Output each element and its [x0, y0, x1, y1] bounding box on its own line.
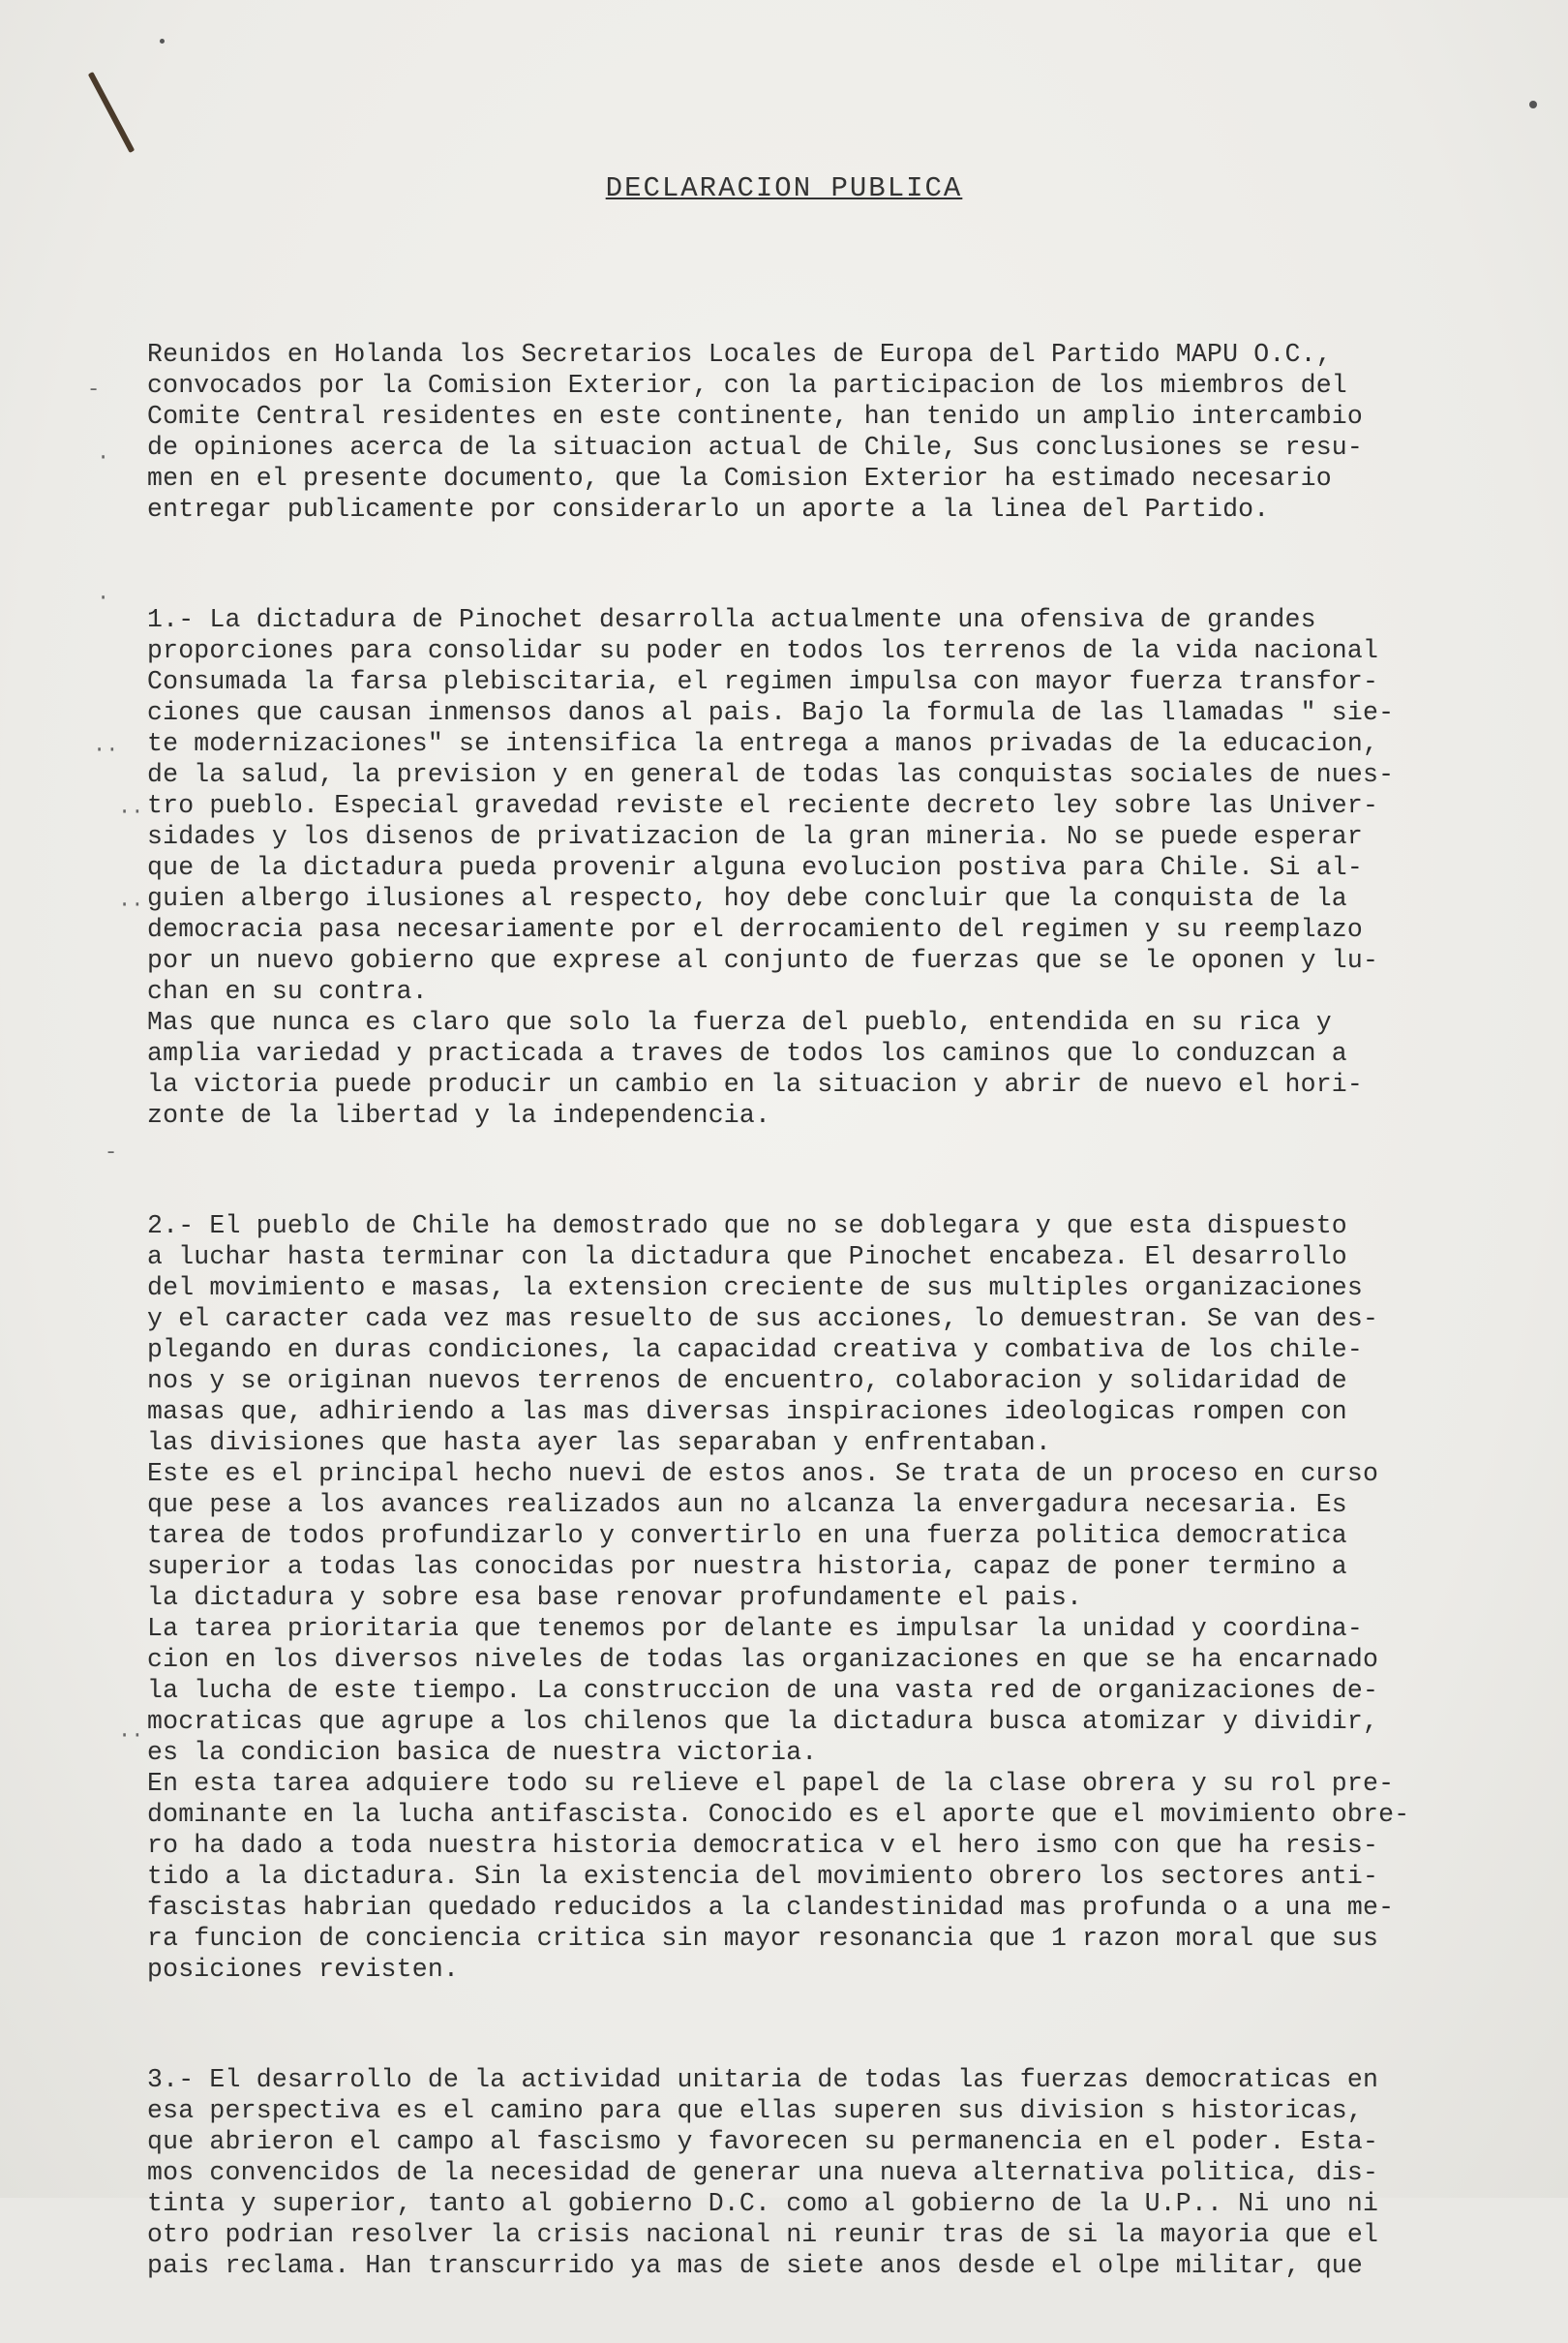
- text-line: 2.- El pueblo de Chile ha demostrado que no se doblegara y que esta dispuesto: [147, 1211, 1347, 1240]
- text-line: 1.- La dictadura de Pinochet desarrolla actualmente una ofensiva de grandes: [147, 605, 1316, 634]
- text-line: mocraticas que agrupe a los chilenos que la dictadura busca atomizar y dividir,: [147, 1707, 1379, 1736]
- margin-mark: ·: [97, 586, 110, 610]
- text-line: ra funcion de conciencia critica sin mayor resonancia que 1 razon moral que sus: [147, 1924, 1379, 1953]
- text-line: dominante en la lucha antifascista. Conocido es el aporte que el movimiento obre-: [147, 1800, 1410, 1829]
- text-line: democracia pasa necesariamente por el derrocamiento del regimen y su reemplazo: [147, 915, 1364, 944]
- speck: [160, 39, 165, 44]
- speck: [1529, 101, 1537, 108]
- text-line: zonte de la libertad y la independencia.: [147, 1101, 771, 1130]
- text-line: es la condicion basica de nuestra victoria.: [147, 1738, 818, 1767]
- text-line: nos y se originan nuevos terrenos de encuentro, colaboracion y solidaridad de: [147, 1366, 1347, 1395]
- document-body: [147, 277, 1502, 2343]
- margin-mark: ··: [118, 800, 144, 824]
- text-line: 3.- El desarrollo de la actividad unitaria de todas las fuerzas democraticas en: [147, 2065, 1379, 2094]
- text-line: superior a todas las conocidas por nuestra historia, capaz de poner termino a: [147, 1552, 1347, 1581]
- text-line: tro pueblo. Especial gravedad reviste el reciente decreto ley sobre las Univer-: [147, 791, 1379, 820]
- text-line: tido a la dictadura. Sin la existencia del movimiento obrero los sectores anti-: [147, 1862, 1379, 1891]
- margin-mark: ··: [118, 1723, 144, 1748]
- text-line: del movimiento e masas, la extension creciente de sus multiples organizaciones: [147, 1273, 1364, 1302]
- page-title: DECLARACION PUBLICA: [605, 172, 963, 204]
- text-line: Este es el principal hecho nuevi de estos anos. Se trata de un proceso en curso: [147, 1459, 1379, 1488]
- text-line: de la salud, la prevision y en general de todas las conquistas sociales de nues-: [147, 760, 1395, 789]
- section-1-paragraph: [147, 604, 1502, 1131]
- text-line: Reunidos en Holanda los Secretarios Locales de Europa del Partido MAPU O.C.,: [147, 340, 1332, 369]
- text-line: otro podrian resolver la crisis nacional ni reunir tras de si la mayoria que el: [147, 2220, 1379, 2249]
- text-line: plegando en duras condiciones, la capacidad creativa y combativa de los chile-: [147, 1335, 1364, 1364]
- text-line: que abrieron el campo al fascismo y favorecen su permanencia en el poder. Esta-: [147, 2127, 1379, 2156]
- text-line: men en el presente documento, que la Comision Exterior ha estimado necesario: [147, 464, 1332, 493]
- text-line: de opiniones acerca de la situacion actual de Chile, Sus conclusiones se resu-: [147, 433, 1364, 462]
- section-3-paragraph: [147, 2064, 1502, 2281]
- text-line: tinta y superior, tanto al gobierno D.C. como al gobierno de la U.P.. Ni uno ni: [147, 2189, 1379, 2218]
- pencil-mark: [88, 72, 135, 153]
- text-line: guien albergo ilusiones al respecto, hoy debe concluir que la conquista de la: [147, 884, 1347, 913]
- margin-mark: ··: [118, 893, 144, 917]
- text-line: ciones que causan inmensos danos al pais. Bajo la formula de las llamadas " sie-: [147, 698, 1395, 727]
- text-line: tarea de todos profundizarlo y convertirlo en una fuerza politica democratica: [147, 1521, 1347, 1550]
- text-line: chan en su contra.: [147, 977, 428, 1006]
- text-line: por un nuevo gobierno que exprese al conjunto de fuerzas que se le oponen y lu-: [147, 946, 1379, 975]
- text-line: las divisiones que hasta ayer las separaban y enfrentaban.: [147, 1428, 1051, 1457]
- text-line: entregar publicamente por considerarlo un aporte a la linea del Partido.: [147, 495, 1270, 524]
- margin-mark: -: [87, 378, 101, 402]
- text-line: masas que, adhiriendo a las mas diversas inspiraciones ideologicas rompen con: [147, 1397, 1347, 1426]
- text-line: cion en los diversos niveles de todas las organizaciones en que se ha encarnado: [147, 1645, 1379, 1674]
- text-line: y el caracter cada vez mas resuelto de sus acciones, lo demuestran. Se van des-: [147, 1304, 1379, 1333]
- text-line: La tarea prioritaria que tenemos por delante es impulsar la unidad y coordina-: [147, 1614, 1364, 1643]
- text-line: que pese a los avances realizados aun no alcanza la envergadura necesaria. Es: [147, 1490, 1347, 1519]
- text-line: ro ha dado a toda nuestra historia democratica v el hero ismo con que ha resis-: [147, 1831, 1379, 1860]
- intro-paragraph: [147, 339, 1502, 525]
- text-line: a luchar hasta terminar con la dictadura que Pinochet encabeza. El desarrollo: [147, 1242, 1347, 1271]
- text-line: esa perspectiva es el camino para que ellas superen sus division s historicas,: [147, 2096, 1364, 2125]
- text-line: En esta tarea adquiere todo su relieve el papel de la clase obrera y su rol pre-: [147, 1769, 1395, 1798]
- text-line: fascistas habrian quedado reducidos a la clandestinidad mas profunda o a una me-: [147, 1893, 1395, 1922]
- text-line: que de la dictadura pueda provenir alguna evolucion postiva para Chile. Si al-: [147, 853, 1364, 882]
- text-line: sidades y los disenos de privatizacion de la gran mineria. No se puede esperar: [147, 822, 1364, 851]
- text-line: Consumada la farsa plebiscitaria, el regimen impulsa con mayor fuerza transfor-: [147, 667, 1379, 696]
- text-line: pais reclama. Han transcurrido ya mas de siete anos desde el olpe militar, que: [147, 2251, 1364, 2280]
- text-line: te modernizaciones" se intensifica la entrega a manos privadas de la educacion,: [147, 729, 1379, 758]
- text-line: convocados por la Comision Exterior, con la participacion de los miembros del: [147, 371, 1347, 400]
- text-line: la dictadura y sobre esa base renovar profundamente el pais.: [147, 1583, 1083, 1612]
- margin-mark: -: [105, 1141, 118, 1165]
- text-line: amplia variedad y practicada a traves de todos los caminos que lo conduzcan a: [147, 1039, 1347, 1068]
- text-line: Mas que nunca es claro que solo la fuerza del pueblo, entendida en su rica y: [147, 1008, 1332, 1037]
- margin-mark: ·: [97, 445, 110, 470]
- text-line: Comite Central residentes en este continente, han tenido un amplio intercambio: [147, 402, 1364, 431]
- text-line: proporciones para consolidar su poder en todos los terrenos de la vida nacional: [147, 636, 1379, 665]
- text-line: la victoria puede producir un cambio en la situacion y abrir de nuevo el hori-: [147, 1070, 1364, 1099]
- margin-mark: ··: [93, 738, 119, 762]
- text-line: mos convencidos de la necesidad de generar una nueva alternativa politica, dis-: [147, 2158, 1379, 2187]
- section-2-paragraph: [147, 1210, 1502, 1985]
- text-line: la lucha de este tiempo. La construccion de una vasta red de organizaciones de-: [147, 1676, 1379, 1705]
- text-line: posiciones revisten.: [147, 1955, 460, 1984]
